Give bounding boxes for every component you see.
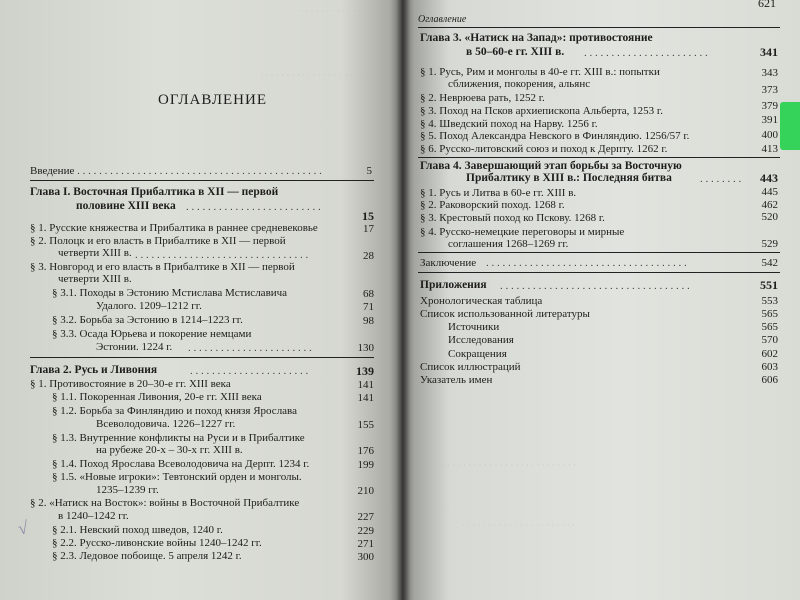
- toc-entry-literature: Список использованной литературы: [420, 308, 590, 320]
- ch2-section-1-3-line1: § 1.3. Внутренние конфликты на Руси и в Прибалтике: [52, 432, 305, 444]
- ch2-section-2-line2: в 1240–1242 гг.: [58, 510, 129, 522]
- page-number: 373: [761, 84, 778, 96]
- ch2-section-1-1: § 1.1. Покоренная Ливония, 20-е гг. XIII века: [52, 391, 262, 403]
- page-number: 141: [357, 379, 374, 391]
- page-number: 445: [761, 186, 778, 198]
- chapter-3-title-line1: Глава 3. «Натиск на Запад»: противостояние: [420, 32, 653, 44]
- green-bookmark-tab: [780, 102, 800, 150]
- page-number: 379: [761, 100, 778, 112]
- book-gutter: [396, 0, 410, 600]
- ch3-section-1-line1: § 1. Русь, Рим и монголы в 40-е гг. XIII в.: попытки: [420, 66, 660, 78]
- page-number: 15: [362, 209, 374, 223]
- divider: [30, 357, 374, 358]
- page-number: 229: [357, 525, 374, 537]
- page-number: 565: [761, 308, 778, 320]
- chapter-4-title-line1: Глава 4. Завершающий этап борьбы за Восточную: [420, 160, 682, 172]
- leader-dots: . . . . . . . . . . . . . . . . . . . . . . . . . . . . . . . . . . . . .: [486, 257, 687, 269]
- page-number: 443: [760, 171, 778, 185]
- toc-entry-sources: Источники: [448, 321, 500, 333]
- section-3-line1: § 3. Новгород и его власть в Прибалтике в XII — первой: [30, 261, 295, 273]
- page-number: 343: [761, 67, 778, 79]
- running-head: Оглавление: [418, 14, 467, 25]
- header-rule: [418, 27, 780, 28]
- toc-entry-appendix: Приложения: [420, 279, 487, 291]
- bleed-through-text: · · · · · · · · · · · · · · · · · · · · · ·: [462, 520, 576, 530]
- toc-entry-chronology: Хронологическая таблица: [420, 295, 543, 307]
- ch3-section-3: § 3. Поход на Псков архиепископа Альберта, 1253 г.: [420, 105, 663, 117]
- chapter-4-title-line2: Прибалтику в XIII в.: Последняя битва: [466, 172, 672, 184]
- section-2-line2: четверти XIII в.: [58, 247, 132, 259]
- ch4-section-3: § 3. Крестовый поход ко Пскову. 1268 г.: [420, 212, 605, 224]
- page-number: 603: [761, 361, 778, 373]
- page-number: 28: [363, 250, 374, 262]
- page-number: 155: [357, 419, 374, 431]
- page-number: 176: [357, 445, 374, 457]
- ch2-section-2-3: § 2.3. Ледовое побоище. 5 апреля 1242 г.: [52, 550, 242, 562]
- page-number: 271: [357, 538, 374, 550]
- toc-title: ОГЛАВЛЕНИЕ: [158, 92, 267, 108]
- bleed-through-text: · · · · · · · · · · · · · · · · · · · · · ·: [260, 70, 374, 80]
- divider: [418, 272, 780, 273]
- section-3-line2: четверти XIII в.: [58, 273, 132, 285]
- page-number: 141: [357, 392, 374, 404]
- section-3-1-line2: Удалого. 1209–1212 гг.: [96, 300, 202, 312]
- page-number: 5: [366, 165, 372, 177]
- page-number: 68: [363, 288, 374, 300]
- page-number: 341: [760, 45, 778, 59]
- section-3-1-line1: § 3.1. Походы в Эстонию Мстислава Мстиславича: [52, 287, 288, 299]
- leader-dots: . . . . . . . . . . . . . . . . . . . . . .: [190, 365, 309, 377]
- ch2-section-1-4: § 1.4. Поход Ярослава Всеволодовича на Дерпт. 1234 г.: [52, 458, 310, 470]
- page-number: 520: [761, 211, 778, 223]
- toc-entry-conclusion: Заключение: [420, 257, 477, 269]
- page-number: 413: [761, 143, 778, 155]
- page-number: 210: [357, 485, 374, 497]
- page-number: 139: [356, 364, 374, 378]
- pencil-check-mark: √: [16, 517, 30, 539]
- toc-entry-abbreviations: Сокращения: [448, 348, 507, 360]
- page-number: 565: [761, 321, 778, 333]
- section-3-2: § 3.2. Борьба за Эстонию в 1214–1223 гг.: [52, 314, 243, 326]
- page-number: 553: [761, 295, 778, 307]
- page-number: 199: [357, 459, 374, 471]
- page-number-top: 621: [758, 0, 776, 10]
- page-number: 602: [761, 348, 778, 360]
- page-number: 542: [761, 257, 778, 269]
- section-3-3-line1: § 3.3. Осада Юрьева и покорение немцами: [52, 328, 252, 340]
- ch2-section-1: § 1. Противостояние в 20–30-е гг. XIII века: [30, 378, 231, 390]
- divider: [418, 157, 780, 158]
- ch3-section-2: § 2. Неврюева рать, 1252 г.: [420, 92, 545, 104]
- chapter-3-title-line2: в 50–60-е гг. XIII в.: [466, 46, 565, 58]
- toc-entry-intro: [30, 165, 368, 177]
- ch2-section-2-2: § 2.2. Русско-ливонские войны 1240–1242 гг.: [52, 537, 262, 549]
- page-number: 400: [761, 129, 778, 141]
- ch2-section-2-1: § 2.1. Невский поход шведов, 1240 г.: [52, 524, 223, 536]
- page-number: 130: [357, 342, 374, 354]
- chapter-1-title-line1: Глава I. Восточная Прибалтика в XII — первой: [30, 186, 279, 198]
- leader-dots: . . . . . . . . . . . . . . . . . . . . . . . . . . . . . . . . . . .: [500, 280, 690, 292]
- page-number: 606: [761, 374, 778, 386]
- page-number: 300: [357, 551, 374, 563]
- ch4-section-4-line2: соглашения 1268–1269 гг.: [448, 238, 569, 250]
- page-number: 529: [761, 238, 778, 250]
- section-3-3-line2: Эстонии. 1224 г.: [96, 341, 173, 353]
- toc-entry-index: Указатель имен: [420, 374, 493, 386]
- ch2-section-2-line1: § 2. «Натиск на Восток»: войны в Восточной Прибалтике: [30, 497, 300, 509]
- page-number: 391: [761, 114, 778, 126]
- ch4-section-1: § 1. Русь и Литва в 60-е гг. XIII в.: [420, 187, 577, 199]
- chapter-2-title: Глава 2. Русь и Ливония: [30, 364, 158, 376]
- ch3-section-6: § 6. Русско-литовский союз и поход к Дерпту. 1262 г.: [420, 143, 668, 155]
- page-number: 570: [761, 334, 778, 346]
- ch2-section-1-2-line1: § 1.2. Борьба за Финляндию и поход князя Ярослава: [52, 405, 297, 417]
- ch4-section-2: § 2. Раковорский поход. 1268 г.: [420, 199, 565, 211]
- leader-dots: . . . . . . . . . . . . . . . . . . . . . . . . . . . . . . . .: [135, 249, 309, 261]
- leader-dots: . . . . . . . . . . . . . . . . . . . . . . .: [584, 47, 708, 59]
- page-number: 98: [363, 315, 374, 327]
- ch2-section-1-5-line1: § 1.5. «Новые игроки»: Тевтонский орден и монголы.: [52, 471, 302, 483]
- leader-dots: . . . . . . . . . . . . . . . . . . . . . . . . .: [186, 201, 321, 213]
- ch2-section-1-3-line2: на рубеже 20-х – 30-х гг. XIII в.: [96, 444, 243, 456]
- page-number: 71: [363, 301, 374, 313]
- divider: [418, 252, 780, 253]
- bleed-through-text: · · · · · · · · · · · · · · · · · · · · · · · · · ·: [442, 460, 577, 470]
- page-number: 551: [760, 278, 778, 292]
- chapter-1-title-line2: половине XIII века: [76, 200, 176, 212]
- page-number: 17: [363, 223, 374, 235]
- ch4-section-4-line1: § 4. Русско-немецкие переговоры и мирные: [420, 226, 625, 238]
- ch2-section-1-2-line2: Всеволодовича. 1226–1227 гг.: [96, 418, 236, 430]
- ch3-section-1-line2: сближения, покорения, альянс: [448, 78, 591, 90]
- leader-dots: . . . . . . . . . . . . . . . . . . . . . . . . . . . . . . . . . . . . . . . . . . . . .: [77, 165, 322, 177]
- toc-entry-illustrations: Список иллюстраций: [420, 361, 521, 373]
- entry-label: Введение: [30, 165, 75, 177]
- page-number: 227: [357, 511, 374, 523]
- ch2-section-1-5-line2: 1235–1239 гг.: [96, 484, 159, 496]
- bleed-through-text: · · · · · · · · · · · · · · · ·: [300, 6, 382, 16]
- leader-dots: . . . . . . . . . . . . . . . . . . . . . . .: [188, 342, 312, 354]
- section-1: § 1. Русские княжества и Прибалтика в раннее средневековье: [30, 222, 318, 234]
- leader-dots: . . . . . . . .: [700, 173, 742, 185]
- page-number: 462: [761, 199, 778, 211]
- section-2-line1: § 2. Полоцк и его власть в Прибалтике в XII — первой: [30, 235, 286, 247]
- divider: [30, 180, 374, 181]
- ch3-section-4: § 4. Шведский поход на Нарву. 1256 г.: [420, 118, 598, 130]
- ch3-section-5: § 5. Поход Александра Невского в Финляндию. 1256/57 г.: [420, 130, 690, 142]
- toc-entry-research: Исследования: [448, 334, 514, 346]
